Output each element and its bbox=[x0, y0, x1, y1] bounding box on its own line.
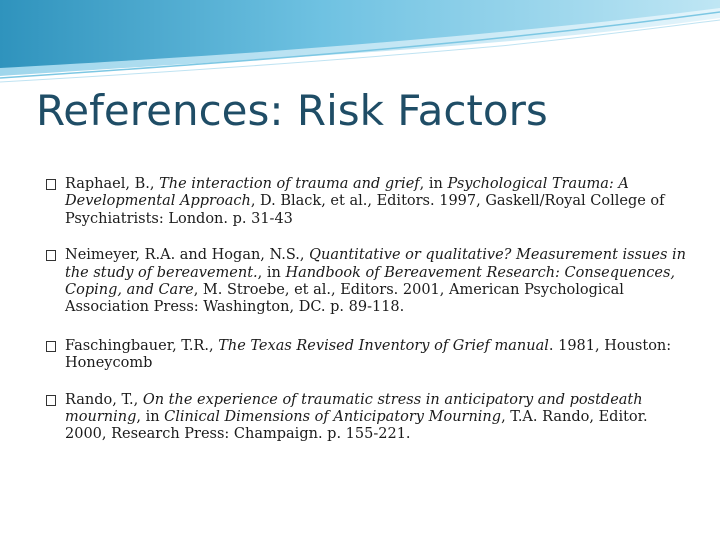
ref-rest: , M. Stroebe, et al., Editors. 2001, American Psychological Association Press: Washington, DC. p. 89-118. bbox=[65, 282, 624, 316]
ref-source: Psychological Trauma: A Developmental Approach bbox=[65, 176, 629, 210]
ref-mid: , in bbox=[136, 409, 165, 426]
ref-author: Raphael, B., bbox=[65, 176, 160, 192]
ref-rest: , T.A. Rando, Editor. 2000, Research Press: Champaign. p. 155-221. bbox=[65, 409, 648, 443]
page-title: References: Risk Factors bbox=[36, 86, 548, 135]
list-item bbox=[46, 338, 686, 373]
list-item bbox=[46, 176, 686, 228]
ref-source: Handbook of Bereavement Research: Consequences, Coping, and Care bbox=[65, 264, 676, 299]
ref-title: Quantitative or qualitative? Measurement issues in the study of bereavement. bbox=[65, 247, 686, 281]
ref-rest: . 1981, Houston: Honeycomb bbox=[65, 337, 672, 372]
ref-author: Rando, T., bbox=[65, 391, 143, 408]
ref-source: Clinical Dimensions of Anticipatory Mourning bbox=[164, 409, 502, 426]
ref-author: Faschingbauer, T.R., bbox=[65, 337, 219, 354]
ref-author: Neimeyer, R.A. and Hogan, N.S., bbox=[65, 247, 310, 264]
checkbox-bullet-icon bbox=[46, 179, 56, 190]
ref-title: The Texas Revised Inventory of Grief manual bbox=[218, 337, 549, 354]
ref-mid: , in bbox=[257, 264, 286, 281]
ref-title: On the experience of traumatic stress in anticipatory and postdeath mourning bbox=[65, 391, 643, 426]
reference-list bbox=[46, 176, 686, 463]
header-wave-decoration bbox=[0, 0, 720, 90]
ref-mid: , in bbox=[419, 176, 448, 192]
checkbox-bullet-icon bbox=[46, 395, 56, 406]
checkbox-bullet-icon bbox=[46, 341, 56, 352]
list-item bbox=[46, 392, 686, 444]
list-item bbox=[46, 247, 686, 317]
ref-title: The interaction of trauma and grief bbox=[159, 176, 420, 192]
checkbox-bullet-icon bbox=[46, 250, 56, 261]
ref-rest: , D. Black, et al., Editors. 1997, Gaskell/Royal College of Psychiatrists: London. p. 31-43 bbox=[65, 193, 665, 227]
